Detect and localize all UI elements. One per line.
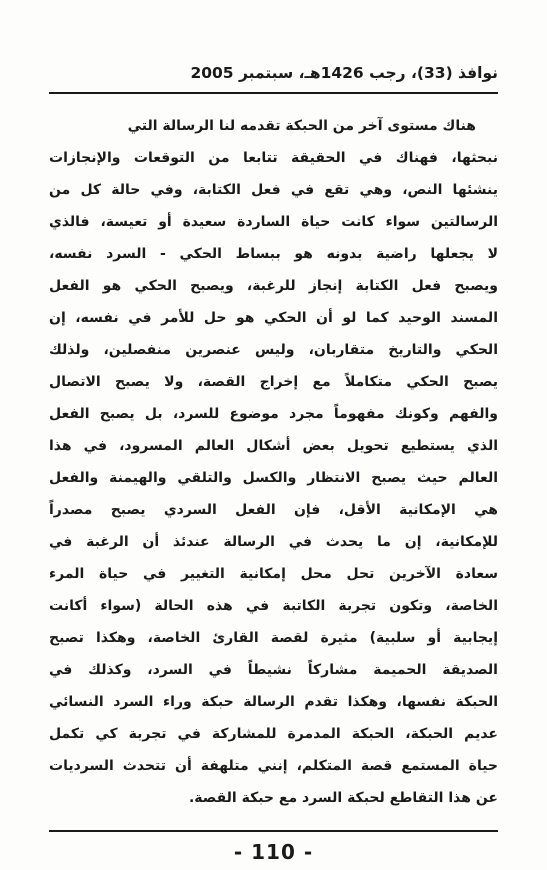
text-line: يصبح الحكي متكاملاً مع إخراج القصة، ولا يصبح الاتصال (49, 374, 498, 390)
text-line: إيجابية أو سلبية) مثيرة لقصة القارئ الخاصة، وهكذا تصبح (49, 630, 498, 646)
page-number: - 110 - (233, 840, 314, 864)
text-line: للإمكانية، إن ما يحدث في الرسالة عندئذ أن الرغبة في (49, 534, 498, 550)
text-line: المسند الوحيد كما لو أن الحكي هو حل للأمر في نفسه، إن (49, 310, 498, 326)
text-line: الحبكة نفسها، وهكذا تقدم الرسالة حبكة وراء السرد النسائي (49, 694, 498, 710)
text-line: والفهم وكونك مفهوماً مجرد موضوع للسرد، بل يصبح الفعل (49, 406, 498, 422)
text-line: العالم حيث يصبح الانتظار والكسل والتلقي والهيمنة والفعل (49, 470, 498, 486)
text-line: الذي يستطيع تحويل بعض أشكال العالم المسرود، في هذا (49, 438, 498, 454)
body-text (49, 110, 498, 814)
text-line: نبحثها، فهناك في الحقيقة تتابعا من التوقعات والإنجازات (49, 150, 498, 166)
text-line: الرسالتين سواء كانت حياة الساردة سعيدة أو تعيسة، فالذي (49, 214, 498, 230)
text-line: ويصبح فعل الكتابة إنجاز للرغبة، ويصبح الحكي هو الفعل (49, 278, 498, 294)
text-line: سعادة الآخرين تحل محل إمكانية التغيير في حياة المرء (49, 566, 498, 582)
text-line: ينشئها النص، وهي تقع في فعل الكتابة، وفي حالة كل من (49, 182, 498, 198)
text-line: لا يجعلها راضية بدونه هو ببساط الحكي - السرد نفسه، (49, 246, 498, 262)
text-line: الخاصة، وتكون تجربة الكاتبة في هذه الحالة (سواء أكانت (49, 598, 498, 614)
footer-rule (49, 830, 498, 832)
text-line: حياة المستمع قصة المتكلم، إنني متلهفة أن تتحدث السرديات (49, 758, 498, 774)
text-line: الصديقة الحميمة مشاركاً نشيطاً في السرد، وكذلك في (49, 662, 498, 678)
text-line: الحكي والتاريخ متقاربان، وليس عنصرين منفصلين، ولذلك (49, 342, 498, 358)
text-line: عديم الحبكة، الحبكة المدمرة للمشاركة في تجربة كي تكمل (49, 726, 498, 742)
text-line: عن هذا التقاطع لحبكة السرد مع حبكة القصة. (188, 790, 498, 806)
header-rule (49, 92, 498, 94)
running-header: نوافذ (33)، رجب 1426هـ، سبتمبر 2005 (190, 64, 498, 82)
text-line: هي الإمكانية الأقل، فإن الفعل السردي يصبح مصدراً (49, 502, 498, 518)
text-line: هناك مستوى آخر من الحبكة تقدمه لنا الرسالة التي (127, 118, 476, 134)
